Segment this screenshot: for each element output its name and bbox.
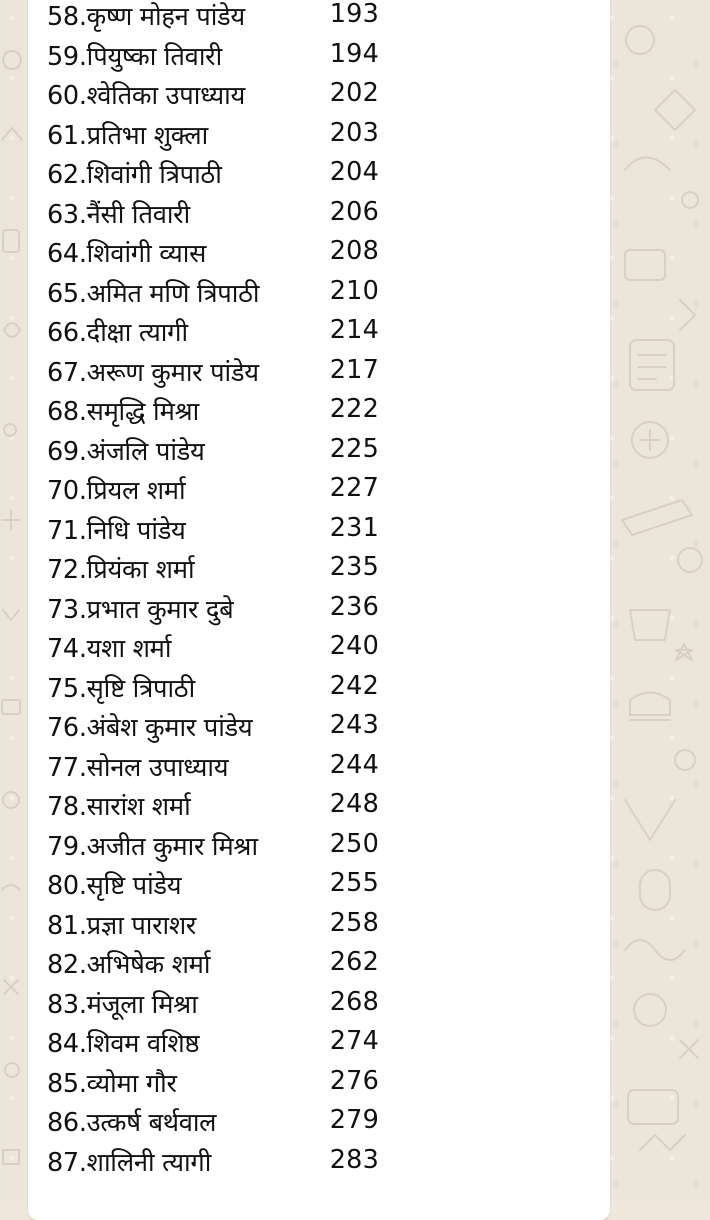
list-item (47, 157, 427, 197)
list-item (47, 947, 427, 987)
list-item (47, 394, 427, 434)
entry-score: 217 (329, 354, 379, 385)
entry-score: 204 (329, 157, 379, 187)
entry-name: 63.नैंसी तिवारी (47, 199, 190, 230)
list-item (47, 552, 427, 592)
entry-name: 76.अंबेश कुमार पांडेय (47, 713, 253, 743)
entry-name: 74.यशा शर्मा (47, 634, 172, 664)
entry-name: 73.प्रभात कुमार दुबे (47, 594, 234, 625)
list-item (47, 868, 427, 908)
entry-name: 66.दीक्षा त्यागी (47, 318, 188, 348)
list-item (47, 631, 427, 671)
entry-name: 81.प्रज्ञा पाराशर (47, 910, 197, 941)
entry-score: 240 (329, 631, 379, 661)
list-item (47, 355, 427, 395)
entry-name: 78.सारांश शर्मा (47, 792, 191, 822)
entry-name: 64.शिवांगी व्यास (47, 239, 207, 269)
list-item (47, 434, 427, 474)
list-item (47, 1145, 427, 1185)
entry-score: 236 (329, 591, 379, 622)
list-item (47, 118, 427, 158)
entry-score: 262 (329, 947, 379, 977)
list-item (47, 1105, 427, 1145)
entry-name: 68.समृद्धि मिश्रा (47, 397, 199, 427)
entry-name: 69.अंजलि पांडेय (47, 436, 205, 467)
entry-name: 83.मंजूला मिश्रा (47, 989, 198, 1020)
list-item (47, 987, 427, 1027)
entry-name: 72.प्रियंका शर्मा (47, 555, 195, 585)
entry-name: 86.उत्कर्ष बर्थवाल (47, 1108, 217, 1138)
entry-score: 279 (329, 1105, 379, 1135)
entry-name: 58.कृष्ण मोहन पांडेय (47, 2, 245, 32)
entry-score: 258 (329, 907, 379, 938)
entry-score: 248 (329, 789, 379, 819)
list-item (47, 39, 427, 79)
entry-score: 208 (329, 236, 379, 266)
entry-name: 60.श्वेतिका उपाध्याय (47, 81, 245, 111)
entry-name: 79.अजीत कुमार मिश्रा (47, 831, 258, 862)
entry-score: 235 (329, 552, 379, 582)
list-item (47, 197, 427, 237)
entry-name: 75.सृष्टि त्रिपाठी (47, 673, 195, 704)
list-item (47, 315, 427, 355)
entry-score: 214 (329, 315, 379, 345)
list-item (47, 236, 427, 276)
entry-name: 85.व्योमा गौर (47, 1068, 177, 1099)
entry-name: 80.सृष्टि पांडेय (47, 871, 182, 901)
entry-score: 276 (329, 1065, 379, 1096)
list-item (47, 789, 427, 829)
list-item (47, 513, 427, 553)
list-item (47, 829, 427, 869)
entry-name: 65.अमित मणि त्रिपाठी (47, 278, 260, 309)
list-item (47, 750, 427, 790)
list-item (47, 710, 427, 750)
entry-score: 243 (329, 710, 379, 740)
entry-name: 61.प्रतिभा शुक्ला (47, 120, 208, 151)
list-item (47, 473, 427, 513)
entry-score: 202 (329, 78, 379, 108)
list-item (47, 1026, 427, 1066)
entry-score: 203 (329, 117, 379, 148)
entry-name: 77.सोनल उपाध्याय (47, 752, 229, 783)
entry-score: 283 (329, 1144, 379, 1175)
entry-score: 210 (329, 275, 379, 306)
entry-score: 225 (329, 433, 379, 464)
entry-score: 255 (329, 868, 379, 898)
entry-score: 274 (329, 1026, 379, 1056)
entry-name: 62.शिवांगी त्रिपाठी (47, 160, 222, 190)
entry-name: 70.प्रियल शर्मा (47, 476, 186, 506)
list-item (47, 671, 427, 711)
entry-score: 194 (329, 38, 379, 69)
list-item (47, 276, 427, 316)
entry-score: 250 (329, 828, 379, 859)
entry-name: 67.अरूण कुमार पांडेय (47, 357, 259, 388)
list-item (47, 78, 427, 118)
entry-score: 206 (329, 196, 379, 227)
list-item (47, 908, 427, 948)
entry-score: 222 (329, 394, 379, 424)
entry-score: 231 (329, 512, 379, 543)
list-item (47, 592, 427, 632)
entry-score: 268 (329, 986, 379, 1017)
entry-name: 59.पियुष्का तिवारी (47, 41, 222, 72)
list-item (47, 0, 427, 39)
entry-score: 244 (329, 749, 379, 780)
entry-score: 193 (329, 0, 379, 29)
entry-name: 71.निधि पांडेय (47, 515, 186, 546)
entry-score: 227 (329, 473, 379, 503)
entry-name: 82.अभिषेक शर्मा (47, 950, 211, 980)
entry-name: 87.शालिनी त्यागी (47, 1147, 212, 1178)
list-item (47, 1066, 427, 1106)
entry-score: 242 (329, 670, 379, 701)
entry-name: 84.शिवम वशिष्ठ (47, 1029, 200, 1059)
